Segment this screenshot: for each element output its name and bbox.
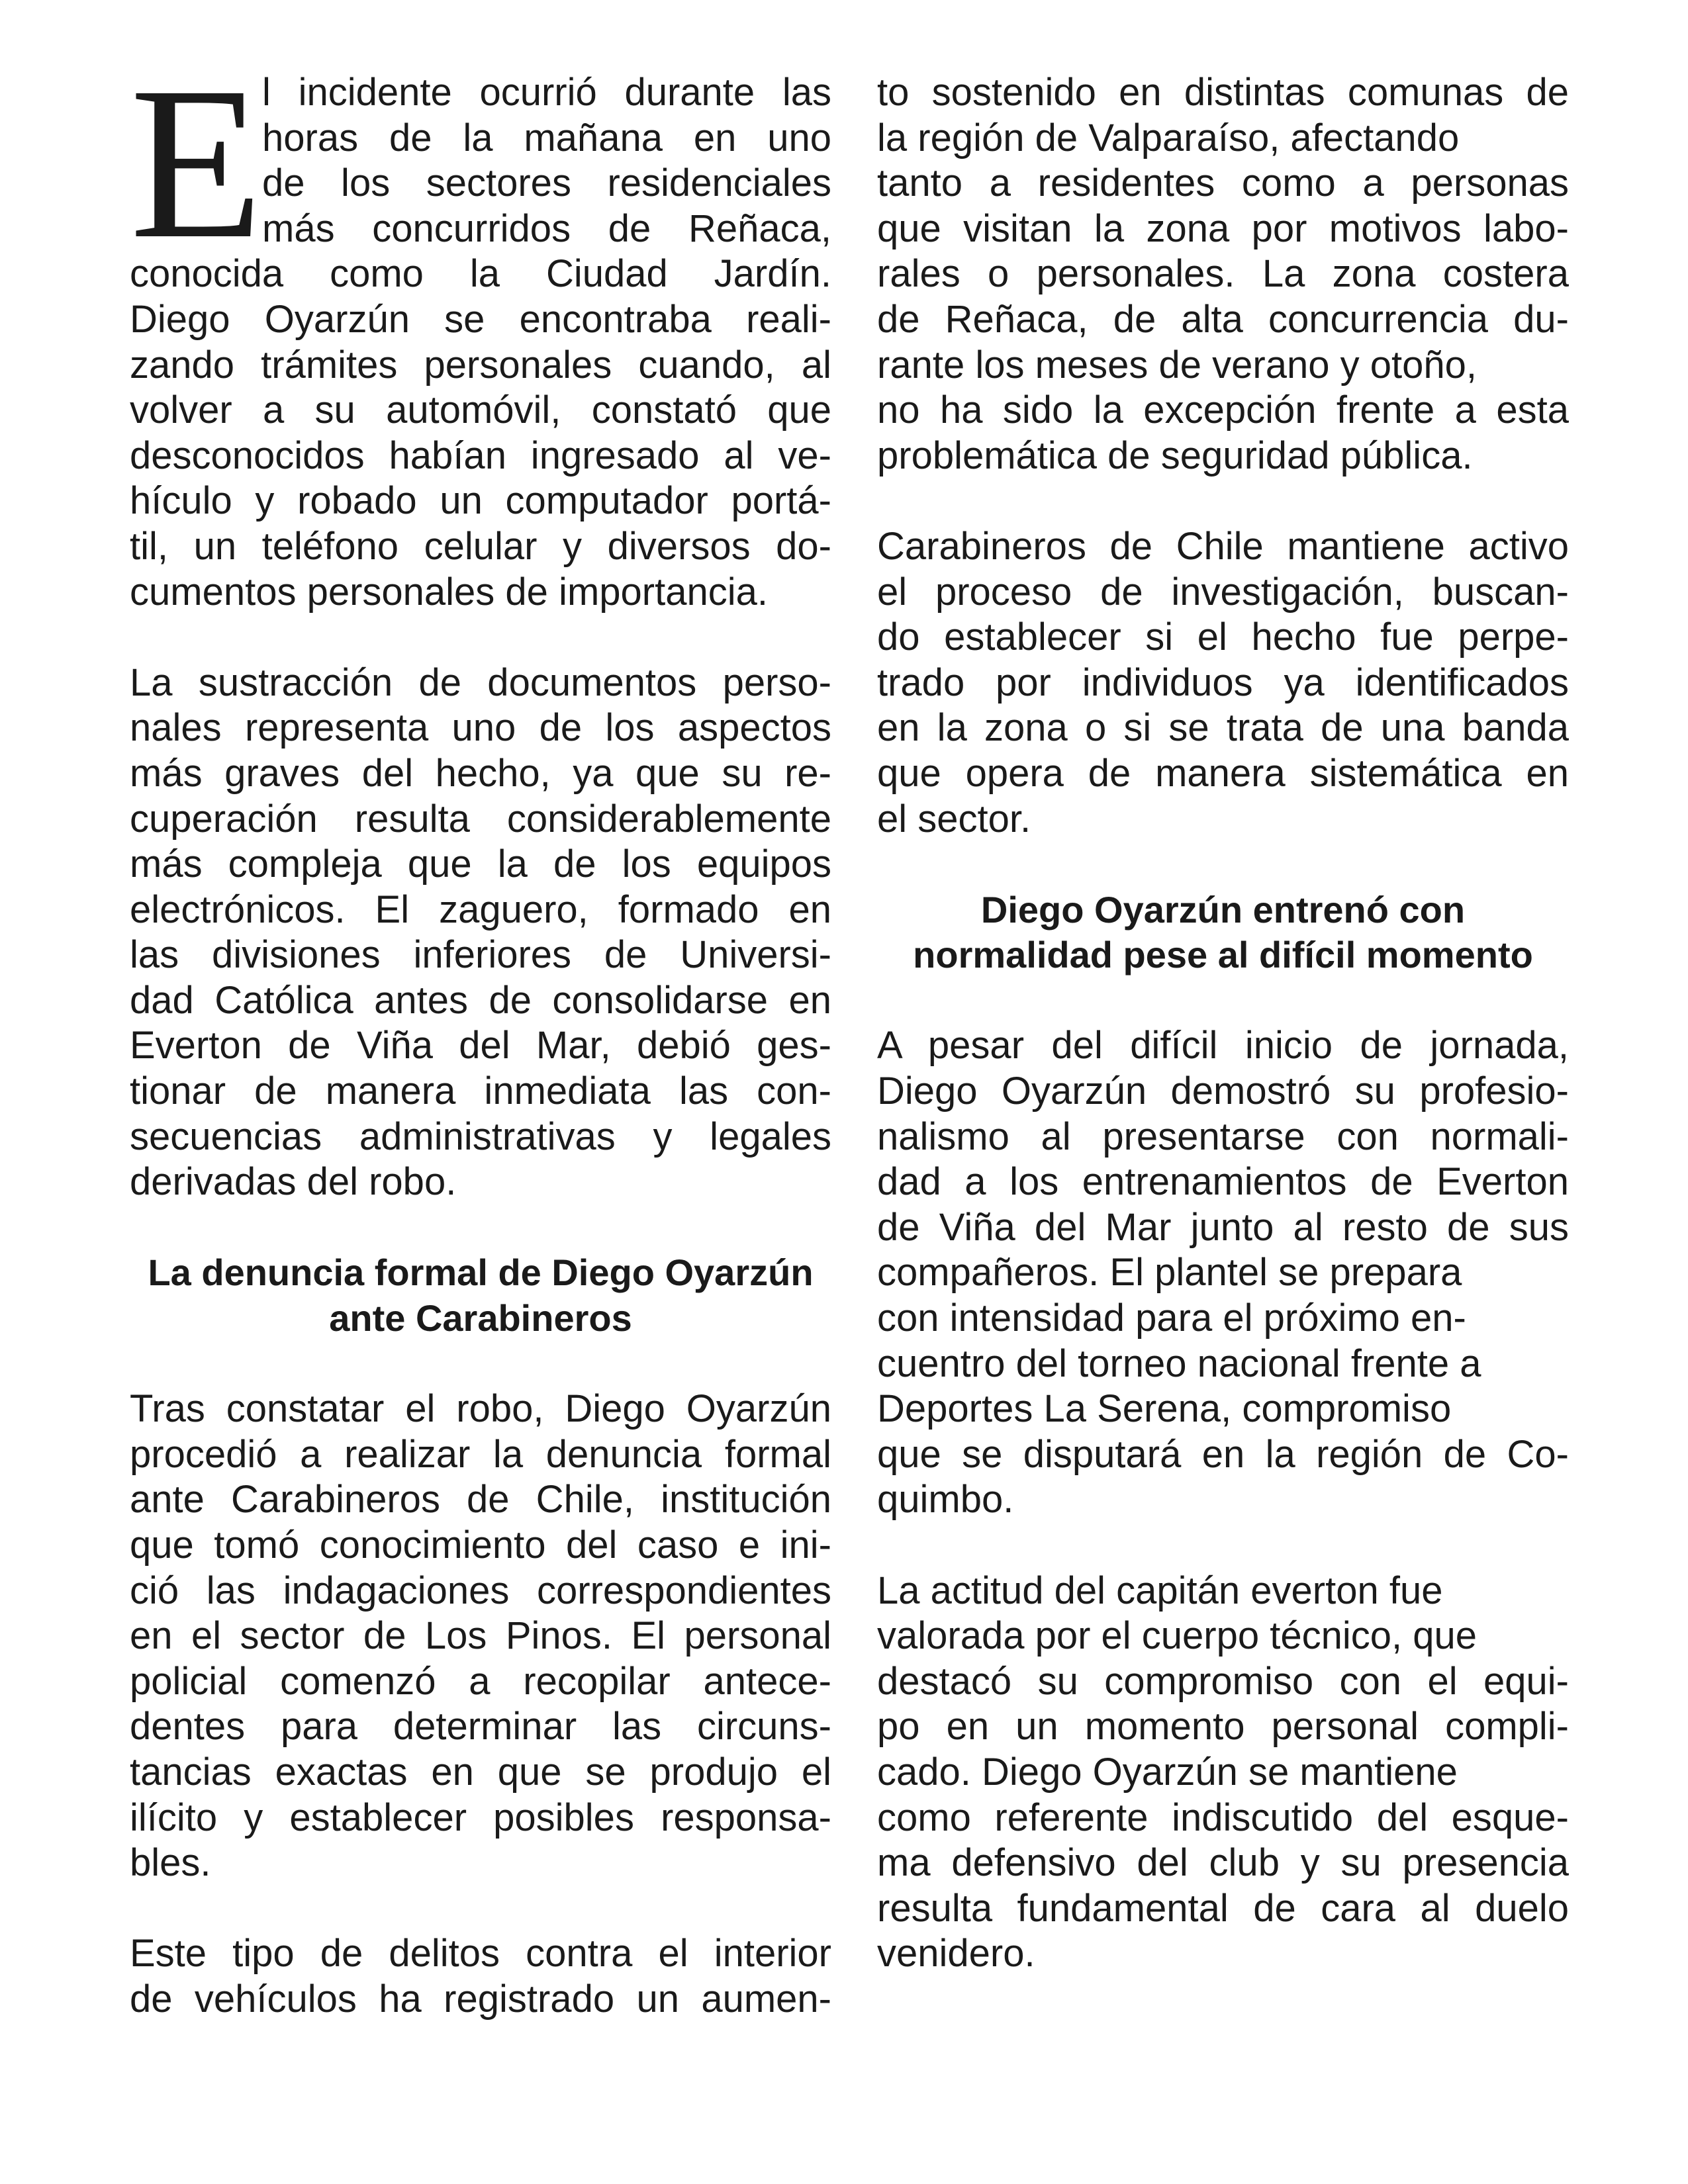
- text-line: dad a los entrenamientos de Everton: [877, 1160, 1569, 1204]
- text-line: dentes para determinar las circuns-: [130, 1705, 831, 1749]
- text-line: cumentos personales de importancia.: [130, 570, 768, 614]
- text-line: La actitud del capitán everton fue: [877, 1569, 1443, 1612]
- opening-paragraph: [130, 42, 831, 615]
- text-line: el proceso de investigación, buscan-: [877, 570, 1569, 614]
- text-line: no ha sido la excepción frente a esta: [877, 388, 1569, 432]
- section-heading: [877, 887, 1569, 978]
- text-line: Tras constatar el robo, Diego Oyarzún: [130, 1387, 831, 1431]
- text-line: ció las indagaciones correspondientes: [130, 1569, 831, 1612]
- heading-line: ante Carabineros: [329, 1297, 632, 1340]
- text-line: problemática de seguridad pública.: [877, 433, 1473, 477]
- text-line: conocida como la Ciudad Jardín.: [130, 252, 831, 296]
- text-line: más graves del hecho, ya que su re-: [130, 751, 831, 795]
- paragraph: [130, 660, 831, 1205]
- left-column: [130, 42, 831, 2023]
- text-line: til, un teléfono celular y diversos do-: [130, 524, 831, 568]
- paragraph: [877, 1023, 1569, 1523]
- text-line: que opera de manera sistemática en: [877, 751, 1569, 795]
- text-line: tionar de manera inmediata las con-: [130, 1069, 831, 1113]
- text-line: el sector.: [877, 797, 1031, 841]
- text-line: procedió a realizar la denuncia formal: [130, 1432, 831, 1476]
- text-line: cuperación resulta considerablemente: [130, 797, 831, 841]
- text-line: do establecer si el hecho fue perpe-: [877, 615, 1569, 659]
- text-line: ilícito y establecer posibles responsa-: [130, 1796, 831, 1839]
- text-line: zando trámites personales cuando, al: [130, 343, 831, 387]
- text-line: ma defensivo del club y su presencia: [877, 1841, 1569, 1885]
- text-line: Diego Oyarzún demostró su profesio-: [877, 1069, 1569, 1113]
- text-line: venidero.: [877, 1932, 1035, 1976]
- heading-line: normalidad pese al difícil momento: [913, 934, 1533, 976]
- paragraph: [130, 1931, 831, 2022]
- text-line: volver a su automóvil, constató que: [130, 388, 831, 432]
- text-line: con intensidad para el próximo en-: [877, 1297, 1466, 1340]
- text-line: Carabineros de Chile mantiene activo: [877, 524, 1569, 568]
- text-line: que tomó conocimiento del caso e ini-: [130, 1524, 831, 1567]
- text-line: que se disputará en la región de Co-: [877, 1432, 1569, 1476]
- text-line: hículo y robado un computador portá-: [130, 479, 831, 523]
- text-line: Diego Oyarzún se encontraba reali-: [130, 297, 831, 341]
- text-line: derivadas del robo.: [130, 1160, 457, 1204]
- text-line: de los sectores residenciales: [262, 161, 831, 205]
- text-line: las divisiones inferiores de Universi-: [130, 933, 831, 977]
- text-line: de vehículos ha registrado un aumen-: [130, 1977, 831, 2021]
- text-line: La sustracción de documentos perso-: [130, 660, 831, 704]
- text-line: l incidente ocurrió durante las: [262, 71, 831, 114]
- paragraph: [877, 70, 1569, 478]
- section-heading: [130, 1250, 831, 1341]
- text-line: que visitan la zona por motivos labo-: [877, 206, 1569, 250]
- right-column: [877, 70, 1569, 1977]
- text-line: secuencias administrativas y legales: [130, 1115, 831, 1158]
- paragraph: [130, 1387, 831, 1886]
- text-line: desconocidos habían ingresado al ve-: [130, 433, 831, 477]
- text-line: trado por individuos ya identificados: [877, 660, 1569, 704]
- paragraph: [877, 1569, 1569, 1977]
- text-line: electrónicos. El zaguero, formado en: [130, 887, 831, 931]
- text-line: bles.: [130, 1841, 211, 1885]
- text-line: horas de la mañana en uno: [262, 116, 831, 159]
- text-line: to sostenido en distintas comunas de: [877, 71, 1569, 114]
- text-line: nalismo al presentarse con normali-: [877, 1115, 1569, 1158]
- text-line: destacó su compromiso con el equi-: [877, 1659, 1569, 1703]
- text-line: rales o personales. La zona costera: [877, 252, 1569, 296]
- text-line: dad Católica antes de consolidarse en: [130, 978, 831, 1022]
- text-line: Este tipo de delitos contra el interior: [130, 1932, 831, 1976]
- text-line: nales representa uno de los aspectos: [130, 706, 831, 750]
- paragraph: [877, 524, 1569, 842]
- text-line: en el sector de Los Pinos. El personal: [130, 1614, 831, 1658]
- text-line: cado. Diego Oyarzún se mantiene: [877, 1750, 1458, 1794]
- text-line: la región de Valparaíso, afectando: [877, 116, 1460, 159]
- text-line: po en un momento personal compli-: [877, 1705, 1569, 1749]
- text-line: como referente indiscutido del esque-: [877, 1796, 1569, 1839]
- text-line: compañeros. El plantel se prepara: [877, 1251, 1462, 1295]
- text-line: más compleja que la de los equipos: [130, 842, 831, 886]
- text-line: de Viña del Mar junto al resto de sus: [877, 1205, 1569, 1249]
- drop-cap: E: [130, 42, 263, 284]
- text-line: tanto a residentes como a personas: [877, 161, 1569, 205]
- heading-line: Diego Oyarzún entrenó con: [980, 888, 1466, 931]
- text-line: resulta fundamental de cara al duelo: [877, 1886, 1569, 1930]
- text-line: A pesar del difícil inicio de jornada,: [877, 1024, 1569, 1068]
- heading-line: La denuncia formal de Diego Oyarzún: [148, 1251, 814, 1294]
- text-line: de Reñaca, de alta concurrencia du-: [877, 297, 1569, 341]
- text-line: quimbo.: [877, 1478, 1014, 1522]
- text-line: rante los meses de verano y otoño,: [877, 343, 1477, 387]
- text-line: tancias exactas en que se produjo el: [130, 1750, 831, 1794]
- text-line: Everton de Viña del Mar, debió ges-: [130, 1024, 831, 1068]
- text-line: policial comenzó a recopilar antece-: [130, 1659, 831, 1703]
- text-line: Deportes La Serena, compromiso: [877, 1387, 1452, 1431]
- text-line: valorada por el cuerpo técnico, que: [877, 1614, 1477, 1658]
- text-line: cuentro del torneo nacional frente a: [877, 1342, 1481, 1385]
- text-line: más concurridos de Reñaca,: [262, 206, 831, 250]
- text-line: en la zona o si se trata de una banda: [877, 706, 1569, 750]
- text-line: ante Carabineros de Chile, institución: [130, 1478, 831, 1522]
